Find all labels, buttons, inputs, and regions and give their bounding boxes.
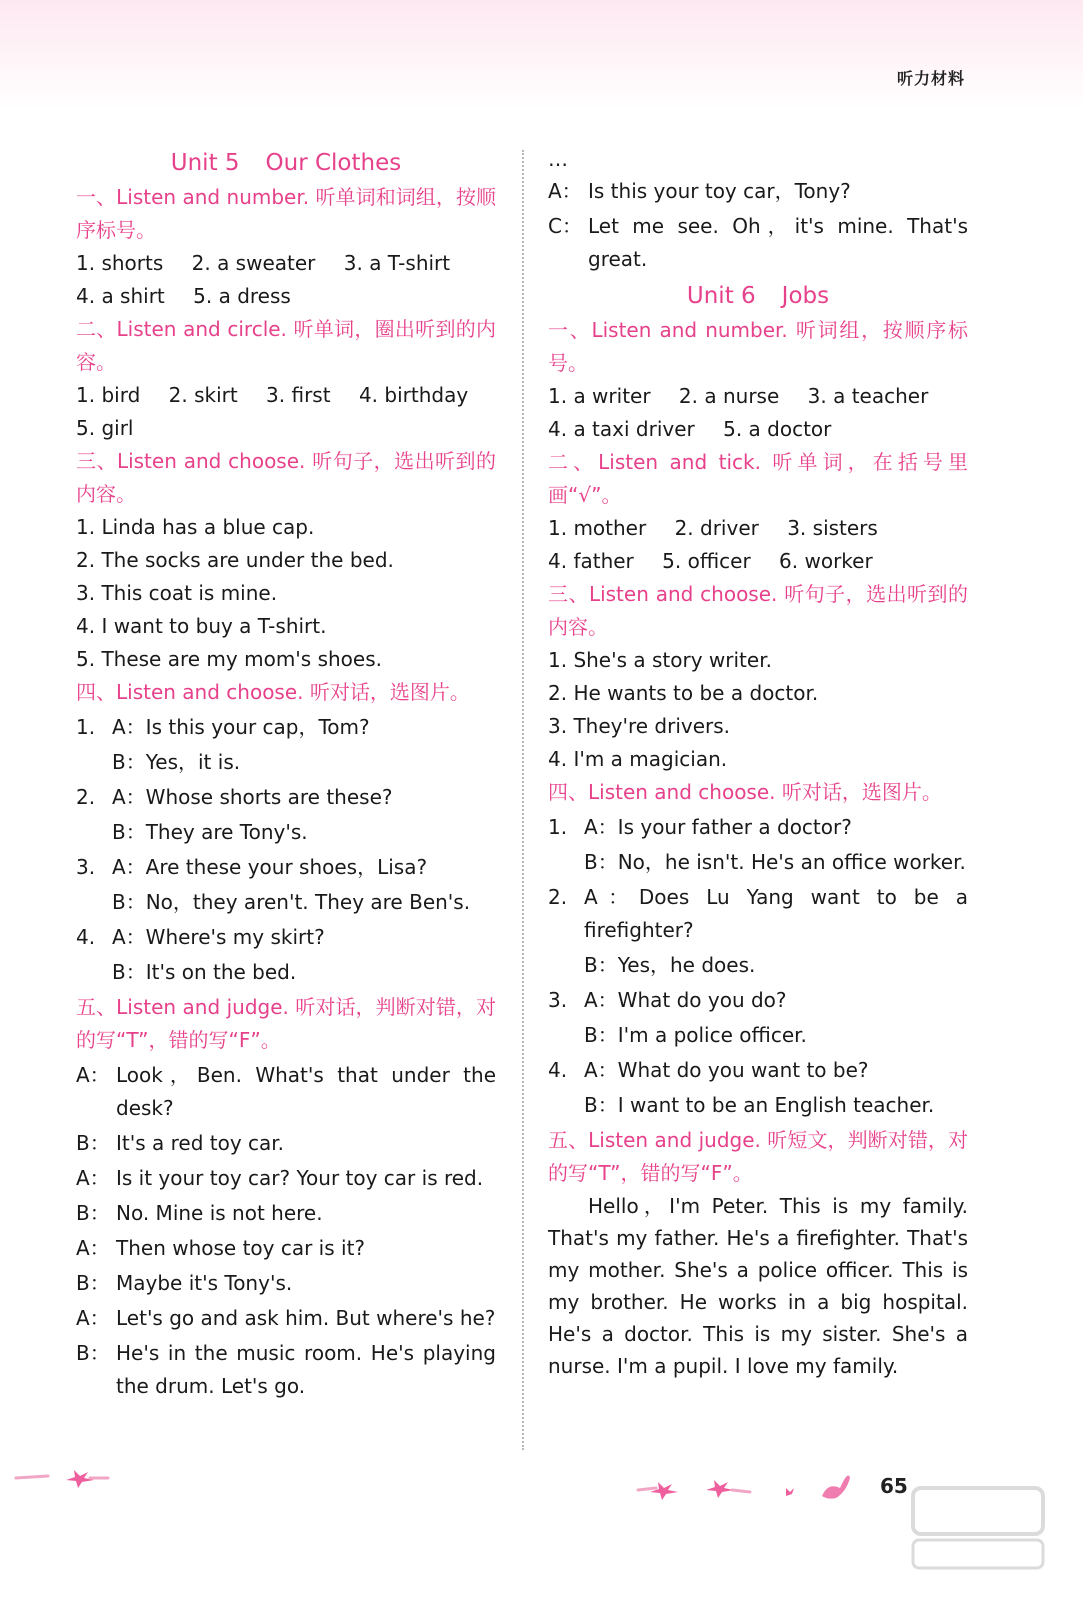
dialog-text: B：No，they aren't. They are Ben's.: [112, 890, 471, 914]
list-item: 1. shorts: [76, 251, 164, 275]
list-item: 5. a doctor: [723, 417, 832, 441]
dialog-text: B：I want to be an English teacher.: [584, 1093, 935, 1117]
unit5-title: [76, 145, 496, 181]
flower-decoration-icon: [12, 1462, 112, 1492]
speaker-label: A：: [548, 179, 582, 203]
unit6-section1-title: 一、Listen and number. 听词组，按顺序标号。: [548, 318, 968, 375]
conversation-line: [76, 1162, 496, 1195]
conversation-line: [76, 1302, 496, 1335]
unit6-section2-row: [548, 545, 968, 578]
dialog-text: A：What do you want to be?: [584, 1058, 869, 1082]
unit5-name: Our Clothes: [265, 150, 402, 176]
unit6-section3-title: 三、Listen and choose. 听句子，选出听到的内容。: [548, 582, 968, 639]
list-item: 3. first: [266, 383, 331, 407]
speaker-label: A：: [76, 1236, 110, 1260]
dialog-line: [76, 921, 496, 954]
list-item: 4. father: [548, 549, 634, 573]
dialog-text: B：Yes，he does.: [584, 953, 756, 977]
dialog-text: A：Is your father a doctor?: [584, 815, 852, 839]
dialog-line: [548, 1089, 968, 1122]
unit5-number: Unit 5: [170, 150, 240, 176]
list-item: 2. The socks are under the bed.: [76, 548, 394, 572]
dialog-text: A：What do you do?: [584, 988, 787, 1012]
butterfly-decoration-icon: [636, 1468, 866, 1508]
dialog-text: A：Whose shorts are these?: [112, 785, 393, 809]
watermark-logo-icon: [905, 1478, 1055, 1578]
unit5-section1-row: [76, 247, 496, 280]
list-item: 2. a nurse: [678, 384, 780, 408]
list-item: 3. They're drivers.: [548, 714, 731, 738]
speaker-label: B：: [76, 1131, 110, 1155]
conversation-line: [76, 1197, 496, 1230]
unit6-name: Jobs: [781, 283, 830, 309]
list-item: 4. I want to buy a T-shirt.: [76, 614, 327, 638]
unit5-section4-title: 四、Listen and choose. 听对话，选图片。: [76, 680, 470, 704]
unit6-section4-title: 四、Listen and choose. 听对话，选图片。: [548, 780, 942, 804]
list-item: 5. a dress: [193, 284, 291, 308]
unit6-passage: Hello，I'm Peter. This is my family. That's my father. He's a firefighter. That's my mother. She's a police officer. This is my brother. He works in a big hospital. He's a doctor. This is my sister. She's a nurse. I'm a pupil. I love my family.: [548, 1194, 968, 1378]
list-item: 1. a writer: [548, 384, 651, 408]
dialog-text: A：Are these your shoes，Lisa?: [112, 855, 428, 879]
dialog-line: [76, 956, 496, 989]
dialog-line: [548, 1019, 968, 1052]
unit6-section2-row: [548, 512, 968, 545]
conversation-text: Is this your toy car，Tony?: [588, 179, 851, 203]
speaker-label: B：: [76, 1271, 110, 1295]
unit5-section1-row: [76, 280, 496, 313]
unit5-section5-title: 五、Listen and judge. 听对话，判断对错，对的写“T”，错的写“F”。: [76, 995, 496, 1052]
dialog-line: [76, 886, 496, 919]
dialog-text: B：Yes，it is.: [112, 750, 241, 774]
speaker-label: C：: [548, 214, 582, 238]
list-item: 3. a T-shirt: [343, 251, 451, 275]
conversation-line: [548, 210, 968, 276]
list-item: 4. birthday: [358, 383, 469, 407]
unit6-section5-title: 五、Listen and judge. 听短文，判断对错，对的写“T”，错的写“F”。: [548, 1128, 968, 1185]
unit6-title: [548, 278, 968, 314]
list-item: 2. a sweater: [191, 251, 316, 275]
list-item: 3. This coat is mine.: [76, 581, 278, 605]
dialog-line: [76, 781, 496, 814]
dialog-number: 4.: [76, 925, 96, 949]
dialog-text: A：Does Lu Yang want to be a firefighter?: [584, 885, 968, 942]
dialog-line: [76, 746, 496, 779]
conversation-text: Look，Ben. What's that under the desk?: [116, 1063, 496, 1120]
dialog-number: 1.: [76, 715, 96, 739]
conversation-text: Is it your toy car? Your toy car is red.: [116, 1166, 484, 1190]
dialog-number: 1.: [548, 815, 568, 839]
dialog-text: B：I'm a police officer.: [584, 1023, 807, 1047]
conversation-line: [76, 1267, 496, 1300]
unit5-section2-row: [76, 412, 496, 445]
unit5-section3-title: 三、Listen and choose. 听句子，选出听到的内容。: [76, 449, 496, 506]
conversation-text: Let me see. Oh，it's mine. That's great.: [588, 214, 968, 271]
dialog-line: [76, 711, 496, 744]
conversation-line: [76, 1127, 496, 1160]
conversation-line: [76, 1337, 496, 1403]
conversation-text: Maybe it's Tony's.: [116, 1271, 293, 1295]
dialog-number: 3.: [548, 988, 568, 1012]
list-item: 5. girl: [76, 416, 134, 440]
conversation-text: It's a red toy car.: [116, 1131, 285, 1155]
column-divider: [522, 150, 524, 1450]
continuation-ellipsis: …: [548, 147, 568, 171]
dialog-line: [548, 811, 968, 844]
unit6-section1-row: [548, 413, 968, 446]
dialog-line: [548, 846, 968, 879]
conversation-line: [76, 1059, 496, 1125]
list-item: 1. She's a story writer.: [548, 648, 772, 672]
dialog-line: [548, 1054, 968, 1087]
dialog-number: 2.: [76, 785, 96, 809]
conversation-text: Let's go and ask him. But where's he?: [116, 1306, 496, 1330]
list-item: 2. skirt: [168, 383, 238, 407]
speaker-label: A：: [76, 1306, 110, 1330]
unit6-section2-title: 二、Listen and tick. 听单词，在括号里画“√”。: [548, 450, 968, 507]
page-header-title: 听力材料: [896, 69, 965, 88]
conversation-text: Then whose toy car is it?: [116, 1236, 366, 1260]
dialog-number: 3.: [76, 855, 96, 879]
conversation-line: [76, 1232, 496, 1265]
dialog-line: [548, 984, 968, 1017]
list-item: 2. driver: [674, 516, 759, 540]
speaker-label: B：: [76, 1341, 110, 1365]
list-item: 3. sisters: [787, 516, 878, 540]
speaker-label: B：: [76, 1201, 110, 1225]
dialog-text: B：No，he isn't. He's an office worker.: [584, 850, 966, 874]
dialog-text: B：They are Tony's.: [112, 820, 308, 844]
list-item: 6. worker: [779, 549, 873, 573]
list-item: 3. a teacher: [807, 384, 929, 408]
list-item: 5. These are my mom's shoes.: [76, 647, 382, 671]
list-item: 4. a taxi driver: [548, 417, 695, 441]
conversation-text: No. Mine is not here.: [116, 1201, 323, 1225]
page-number: 65: [880, 1474, 908, 1498]
unit5-section1-title: 一、Listen and number. 听单词和词组，按顺序标号。: [76, 185, 496, 242]
left-column: [76, 145, 496, 1405]
unit5-section2-title: 二、Listen and circle. 听单词，圈出听到的内容。: [76, 317, 496, 374]
dialog-text: A：Is this your cap，Tom?: [112, 715, 370, 739]
right-column: [548, 145, 968, 1382]
list-item: 2. He wants to be a doctor.: [548, 681, 819, 705]
conversation-line: [548, 175, 968, 208]
speaker-label: A：: [76, 1063, 110, 1087]
conversation-text: He's in the music room. He's playing the drum. Let's go.: [116, 1341, 496, 1398]
list-item: 4. a shirt: [76, 284, 165, 308]
unit6-section1-row: [548, 380, 968, 413]
dialog-number: 4.: [548, 1058, 568, 1082]
speaker-label: A：: [76, 1166, 110, 1190]
dialog-line: [548, 949, 968, 982]
dialog-line: [548, 881, 968, 947]
dialog-line: [76, 816, 496, 849]
list-item: 5. officer: [662, 549, 751, 573]
header-decoration: [0, 0, 1083, 110]
list-item: 4. I'm a magician.: [548, 747, 728, 771]
unit5-section2-row: [76, 379, 496, 412]
list-item: 1. bird: [76, 383, 141, 407]
list-item: 1. mother: [548, 516, 647, 540]
dialog-line: [76, 851, 496, 884]
dialog-number: 2.: [548, 885, 568, 909]
dialog-text: A：Where's my skirt?: [112, 925, 325, 949]
unit6-number: Unit 6: [686, 283, 756, 309]
dialog-text: B：It's on the bed.: [112, 960, 297, 984]
list-item: 1. Linda has a blue cap.: [76, 515, 315, 539]
